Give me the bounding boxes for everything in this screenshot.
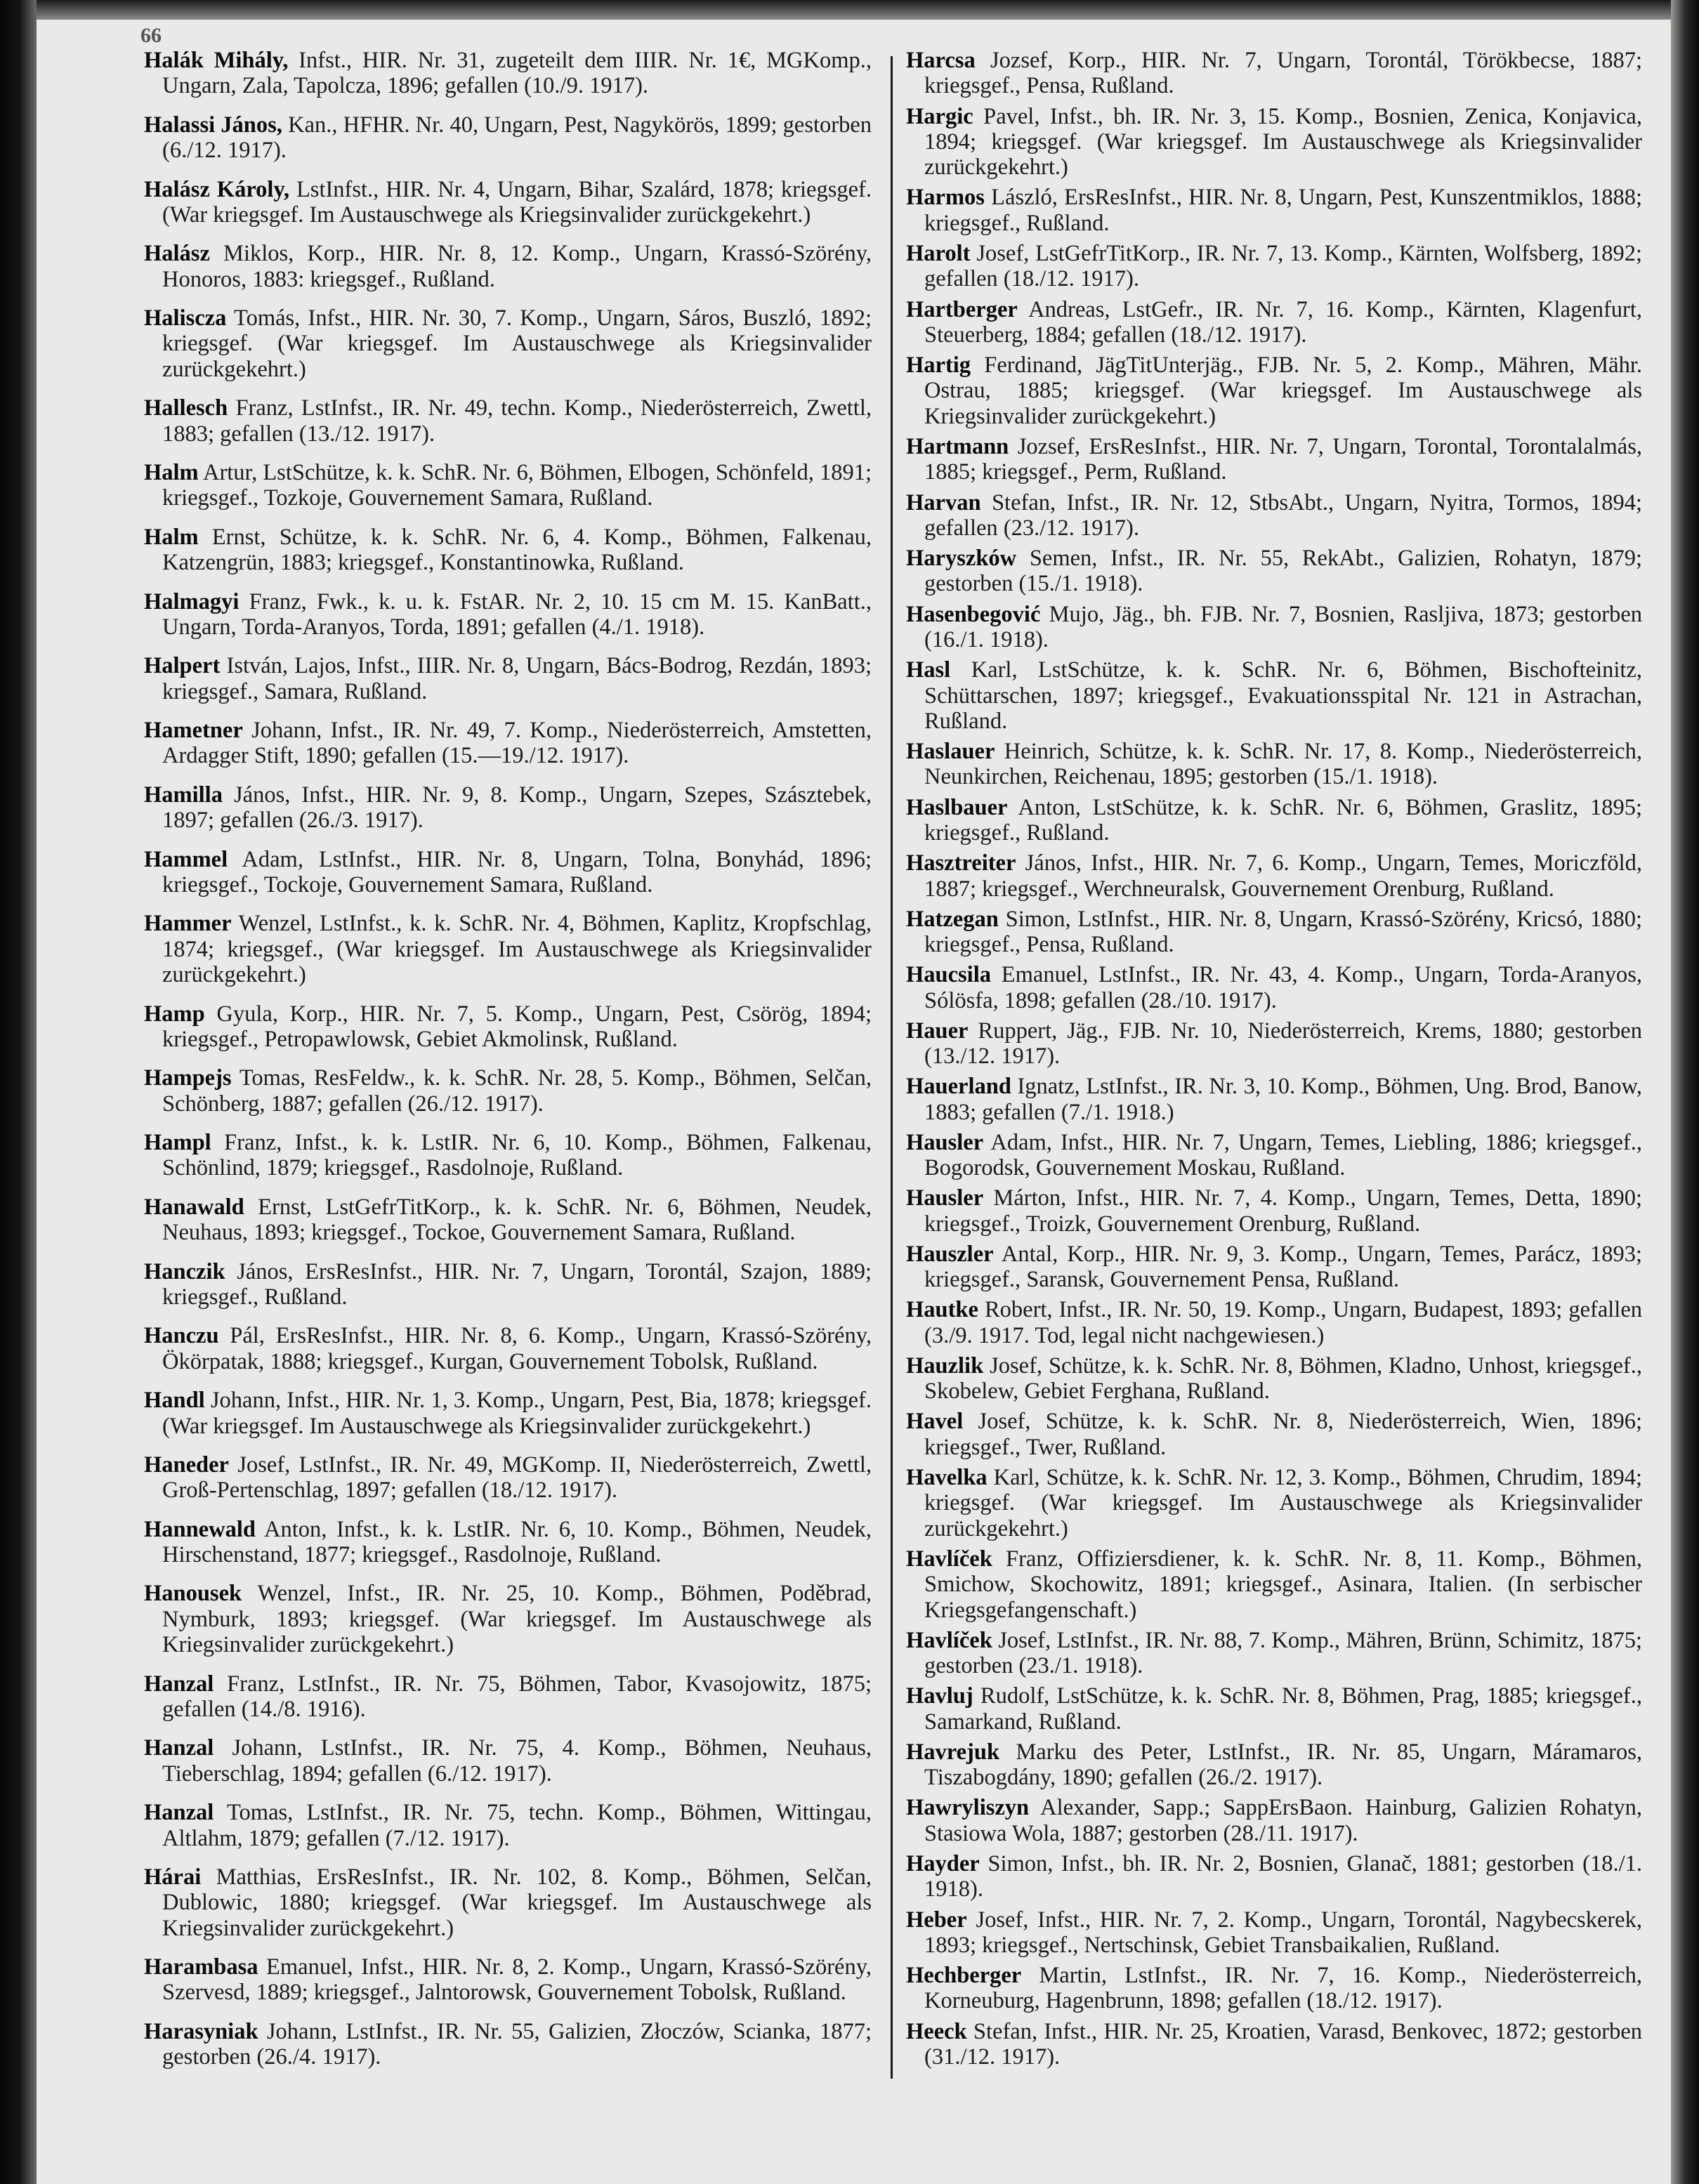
- entry-surname: Hechberger: [906, 1963, 1022, 1989]
- roll-entry: [144, 653, 872, 704]
- entry-surname: Halassi János,: [144, 112, 282, 138]
- entry-surname: Harambasa: [144, 1954, 258, 1980]
- entry-surname: Halmagyi: [144, 588, 240, 614]
- entry-surname: Hamp: [144, 1001, 205, 1027]
- entry-surname: Hammer: [144, 911, 232, 937]
- roll-entry: [144, 1388, 872, 1439]
- roll-entry: [906, 657, 1642, 734]
- roll-entry: [906, 490, 1642, 541]
- roll-entry: [906, 1739, 1642, 1791]
- entry-surname: Harcsa: [906, 48, 976, 73]
- entry-details: Tomas, LstInfst., IR. Nr. 75, techn. Komp., Böhmen, Wittingau, Altlahm, 1879; gefallen (7./12. 1917).: [162, 1800, 872, 1851]
- roll-entry: [144, 718, 872, 769]
- roll-entry: [144, 1800, 872, 1851]
- entry-surname: Havlíček: [906, 1546, 992, 1572]
- entry-surname: Hasl: [906, 657, 951, 683]
- entry-surname: Hayder: [906, 1850, 980, 1876]
- roll-entry: [144, 782, 872, 834]
- entry-surname: Hampl: [144, 1130, 211, 1156]
- entry-details: István, Lajos, Infst., IIIR. Nr. 8, Ungarn, Bács-Bodrog, Rezdán, 1893; kriegsgef., Samara, Rußland.: [162, 653, 872, 704]
- entry-surname: Hallesch: [144, 395, 228, 421]
- entry-surname: Hanawald: [144, 1194, 244, 1220]
- roll-entry: [906, 1297, 1642, 1348]
- roll-entry: [144, 1954, 872, 2006]
- entry-surname: Haryszków: [906, 546, 1017, 572]
- entry-details: Ernst, Schütze, k. k. SchR. Nr. 6, 4. Komp., Böhmen, Falkenau, Katzengrün, 1883; kriegsgef., Konstantinowka, Rußland.: [162, 524, 872, 576]
- entry-details: Márton, Infst., HIR. Nr. 7, 4. Komp., Ungarn, Temes, Detta, 1890; kriegsgef., Troizk, Gouvernement Orenburg, Rußland.: [924, 1185, 1642, 1237]
- roll-entry: [906, 850, 1642, 902]
- entry-surname: Halm: [144, 460, 199, 485]
- entry-surname: Hanczu: [144, 1323, 219, 1349]
- roll-entry: [906, 602, 1642, 653]
- entry-surname: Hausler: [906, 1129, 984, 1155]
- entry-details: Adam, LstInfst., HIR. Nr. 8, Ungarn, Tolna, Bonyhád, 1896; kriegsgef., Tockoje, Gouvernement Samara, Rußland.: [162, 846, 872, 897]
- entry-details: Kan., HFHR. Nr. 40, Ungarn, Pest, Nagykörös, 1899; gestorben (6./12. 1917).: [162, 112, 872, 164]
- entry-details: Miklos, Korp., HIR. Nr. 8, 12. Komp., Ungarn, Krassó-Szörény, Honoros, 1883: kriegsgef., Rußland.: [162, 241, 872, 292]
- entry-surname: Hamilla: [144, 782, 223, 808]
- entry-details: Karl, LstSchütze, k. k. SchR. Nr. 6, Böhmen, Bischofteinitz, Schüttarschen, 1897; kriegsgef., Evakuationsspital Nr. 121 in Astrachan, Rußland.: [924, 657, 1642, 734]
- entry-surname: Halm: [144, 524, 199, 550]
- entry-surname: Hauszler: [906, 1241, 994, 1267]
- roll-entry: [906, 1546, 1642, 1623]
- entry-details: Andreas, LstGefr., IR. Nr. 7, 16. Komp., Kärnten, Klagenfurt, Steuerberg, 1884; gefallen (18./12. 1917).: [924, 296, 1642, 348]
- entry-details: Josef, Infst., HIR. Nr. 7, 2. Komp., Ungarn, Torontál, Nagybecskerek, 1893; kriegsgef., Nertschinsk, Gebiet Transbaikalien, Rußland.: [924, 1907, 1642, 1958]
- entry-surname: Haneder: [144, 1452, 229, 1478]
- roll-entry: [144, 1517, 872, 1568]
- entry-details: Anton, LstSchütze, k. k. SchR. Nr. 6, Böhmen, Graslitz, 1895; kriegsgef., Rußland.: [924, 794, 1642, 846]
- entry-details: Karl, Schütze, k. k. SchR. Nr. 12, 3. Komp., Böhmen, Chrudim, 1894; kriegsgef. (War kriegsgef. Im Austauschwege als Kriegsinvalider zurückgekehrt.): [924, 1464, 1642, 1541]
- entry-surname: Hatzegan: [906, 906, 999, 932]
- roll-entry: [144, 847, 872, 898]
- page-number: 66: [140, 24, 162, 47]
- entry-surname: Heber: [906, 1907, 967, 1933]
- roll-entry: [906, 1851, 1642, 1902]
- entry-details: Robert, Infst., IR. Nr. 50, 19. Komp., Ungarn, Budapest, 1893; gefallen (3./9. 1917. Tod, legal nicht nachgewiesen.): [924, 1297, 1642, 1348]
- entry-surname: Harvan: [906, 489, 981, 515]
- entry-surname: Hautke: [906, 1297, 978, 1323]
- roll-entry: [144, 1195, 872, 1246]
- roll-entry: [906, 795, 1642, 846]
- entry-surname: Hartmann: [906, 434, 1009, 459]
- entry-details: Emanuel, LstInfst., IR. Nr. 43, 4. Komp., Ungarn, Torda-Aranyos, Sólösfa, 1898; gefallen (28./10. 1917).: [924, 962, 1642, 1013]
- roll-entry: [906, 1795, 1642, 1846]
- entry-details: Josef, LstInfst., IR. Nr. 88, 7. Komp., Mähren, Brünn, Schimitz, 1875; gestorben (23./1. 1918).: [924, 1627, 1642, 1679]
- entry-details: Alexander, Sapp.; SappErsBaon. Hainburg, Galizien Rohatyn, Stasiowa Wola, 1887; gestorben (28./11. 1917).: [924, 1795, 1642, 1846]
- entry-surname: Hargic: [906, 103, 973, 129]
- entry-surname: Hauerland: [906, 1074, 1011, 1100]
- entry-surname: Havelka: [906, 1464, 988, 1490]
- roll-entry: [906, 1074, 1642, 1125]
- entry-surname: Hanzal: [144, 1735, 214, 1761]
- entry-details: Wenzel, Infst., IR. Nr. 25, 10. Komp., Böhmen, Poděbrad, Nymburk, 1893; kriegsgef. (War kriegsgef. Im Austauschwege als Kriegsinvalider zurückgekehrt.): [162, 1581, 872, 1658]
- entry-details: János, Infst., HIR. Nr. 9, 8. Komp., Ungarn, Szepes, Szásztebek, 1897; gefallen (26./3. 1917).: [162, 782, 872, 834]
- roll-entry: [906, 546, 1642, 597]
- roll-entry: [906, 1628, 1642, 1679]
- roll-entry: [906, 297, 1642, 348]
- entry-details: Tomas, ResFeldw., k. k. SchR. Nr. 28, 5. Komp., Böhmen, Selčan, Schönberg, 1887; gefallen (26./12. 1917).: [162, 1065, 872, 1117]
- entry-details: Gyula, Korp., HIR. Nr. 7, 5. Komp., Ungarn, Pest, Csörög, 1894; kriegsgef., Petropawlowsk, Gebiet Akmolinsk, Rußland.: [162, 1001, 872, 1052]
- entry-details: Rudolf, LstSchütze, k. k. SchR. Nr. 8, Böhmen, Prag, 1885; kriegsgef., Samarkand, Rußland.: [924, 1683, 1642, 1735]
- column-divider: [891, 56, 893, 2079]
- roll-entry: [906, 1185, 1642, 1237]
- entry-surname: Halász Károly,: [144, 176, 290, 202]
- roll-entry: [144, 1581, 872, 1657]
- entry-surname: Hausler: [906, 1185, 984, 1211]
- roll-entry: [144, 1065, 872, 1117]
- entry-surname: Hametner: [144, 718, 243, 744]
- entry-details: Ferdinand, JägTitUnterjäg., FJB. Nr. 5, 2. Komp., Mähren, Mähr. Ostrau, 1885; kriegsgef. (War kriegsgef. Im Austauschwege als Kriegsinvalider zurückgekehrt.): [924, 353, 1642, 429]
- roll-entry: [144, 1323, 872, 1374]
- roll-entry: [144, 460, 872, 511]
- entry-details: Emanuel, Infst., HIR. Nr. 8, 2. Komp., Ungarn, Krassó-Szörény, Szervesd, 1889; kriegsgef., Jalntorowsk, Gouvernement Tobolsk, Rußland.: [162, 1954, 872, 2006]
- roll-entry: [144, 1001, 872, 1053]
- entry-surname: Haliscza: [144, 305, 227, 331]
- roll-entry: [906, 739, 1642, 790]
- roll-entry: [906, 104, 1642, 180]
- roll-entry: [906, 1683, 1642, 1735]
- entry-surname: Hammel: [144, 846, 228, 872]
- entry-surname: Hauer: [906, 1018, 969, 1044]
- entry-details: Simon, LstInfst., HIR. Nr. 8, Ungarn, Krassó-Szörény, Kricsó, 1880; kriegsgef., Pensa, Rußland.: [924, 906, 1642, 958]
- roll-entry: [144, 305, 872, 382]
- entry-surname: Havluj: [906, 1683, 973, 1709]
- entry-surname: Hampejs: [144, 1065, 232, 1091]
- scan-left-edge: [0, 0, 37, 2184]
- roll-entry: [906, 1465, 1642, 1541]
- entry-details: LstInfst., HIR. Nr. 4, Ungarn, Bihar, Szalárd, 1878; kriegsgef. (War kriegsgef. Im Austauschwege als Kriegsinvalider zurückgekehrt.): [162, 176, 872, 228]
- entry-surname: Havlíček: [906, 1627, 992, 1653]
- roll-entry: [906, 241, 1642, 292]
- roll-entry: [906, 2019, 1642, 2070]
- entry-surname: Halász: [144, 241, 210, 267]
- entry-details: Johann, LstInfst., IR. Nr. 75, 4. Komp., Böhmen, Neuhaus, Tieberschlag, 1894; gefallen (6./12. 1917).: [162, 1735, 872, 1787]
- entry-details: Stefan, Infst., HIR. Nr. 25, Kroatien, Varasd, Benkovec, 1872; gestorben (31./12. 1917).: [924, 2018, 1642, 2070]
- entry-surname: Hanousek: [144, 1581, 242, 1607]
- roll-entry: [144, 395, 872, 447]
- entry-surname: Hawryliszyn: [906, 1795, 1030, 1821]
- entry-surname: Hasenbegović: [906, 601, 1041, 627]
- entry-details: Ernst, LstGefrTitKorp., k. k. SchR. Nr. 6, Böhmen, Neudek, Neuhaus, 1893; kriegsgef., Tockoe, Gouvernement Samara, Rußland.: [162, 1194, 872, 1246]
- entry-surname: Harasyniak: [144, 2018, 258, 2044]
- roll-entry: [906, 907, 1642, 958]
- entry-details: Josef, Schütze, k. k. SchR. Nr. 8, Niederösterreich, Wien, 1896; kriegsgef., Twer, Rußland.: [924, 1409, 1642, 1460]
- entry-details: János, Infst., HIR. Nr. 7, 6. Komp., Ungarn, Temes, Moriczföld, 1887; kriegsgef., Werchneuralsk, Gouvernement Orenburg, Rußland.: [924, 850, 1642, 902]
- scan-top-edge: [0, 0, 1699, 20]
- roll-entry: [144, 589, 872, 640]
- left-column: [144, 48, 872, 2070]
- roll-entry: [144, 911, 872, 987]
- entry-details: Franz, Offiziersdiener, k. k. SchR. Nr. 8, 11. Komp., Böhmen, Smichow, Skochowitz, 1891; kriegsgef., Asinara, Italien. (In serbischer Kriegsgefangenschaft.): [924, 1546, 1642, 1623]
- entry-details: Marku des Peter, LstInfst., IR. Nr. 85, Ungarn, Máramaros, Tiszabogdány, 1890; gefallen (26./2. 1917).: [924, 1739, 1642, 1791]
- entry-details: Semen, Infst., IR. Nr. 55, RekAbt., Galizien, Rohatyn, 1879; gestorben (15./1. 1918).: [924, 546, 1642, 597]
- entry-surname: Heeck: [906, 2018, 967, 2044]
- entry-details: Anton, Infst., k. k. LstIR. Nr. 6, 10. Komp., Böhmen, Neudek, Hirschenstand, 1877; kriegsgef., Rasdolnoje, Rußland.: [162, 1516, 872, 1568]
- entry-surname: Hannewald: [144, 1516, 256, 1542]
- entry-surname: Hartig: [906, 353, 971, 379]
- entry-surname: Hanzal: [144, 1671, 214, 1697]
- entry-surname: Harolt: [906, 241, 971, 266]
- entry-details: Mujo, Jäg., bh. FJB. Nr. 7, Bosnien, Rasljiva, 1873; gestorben (16./1. 1918).: [924, 601, 1642, 652]
- scan-right-edge: [1671, 0, 1699, 2184]
- entry-details: Antal, Korp., HIR. Nr. 9, 3. Komp., Ungarn, Temes, Parácz, 1893; kriegsgef., Saransk, Gouvernement Pensa, Rußland.: [924, 1241, 1642, 1293]
- roll-entry: [906, 1242, 1642, 1293]
- entry-surname: Halpert: [144, 653, 221, 679]
- entry-details: Franz, LstInfst., IR. Nr. 75, Böhmen, Tabor, Kvasojowitz, 1875; gefallen (14./8. 1916).: [162, 1671, 872, 1722]
- entry-details: Simon, Infst., bh. IR. Nr. 2, Bosnien, Glanač, 1881; gestorben (18./1. 1918).: [924, 1850, 1642, 1902]
- entry-details: László, ErsResInfst., HIR. Nr. 8, Ungarn, Pest, Kunszentmiklos, 1888; kriegsgef., Rußland.: [924, 185, 1642, 236]
- entry-details: Jozsef, Korp., HIR. Nr. 7, Ungarn, Torontál, Törökbecse, 1887; kriegsgef., Pensa, Rußland.: [924, 48, 1642, 99]
- roll-entry: [906, 1018, 1642, 1070]
- entry-surname: Handl: [144, 1388, 205, 1414]
- entry-details: Franz, LstInfst., IR. Nr. 49, techn. Komp., Niederösterreich, Zwettl, 1883; gefallen (13./12. 1917).: [162, 395, 872, 447]
- roll-entry: [144, 1864, 872, 1941]
- roll-entry: [144, 1671, 872, 1723]
- entry-details: Matthias, ErsResInfst., IR. Nr. 102, 8. Komp., Böhmen, Selčan, Dublowic, 1880; kriegsgef. (War kriegsgef. Im Austauschwege als Kriegsinvalider zurückgekehrt.): [162, 1864, 872, 1941]
- entry-details: Josef, LstInfst., IR. Nr. 49, MGKomp. II, Niederösterreich, Zwettl, Groß-Pertenschlag, 1897; gefallen (18./12. 1917).: [162, 1452, 872, 1504]
- roll-entry: [144, 1130, 872, 1181]
- entry-details: Pavel, Infst., bh. IR. Nr. 3, 15. Komp., Bosnien, Zenica, Konjavica, 1894; kriegsgef. (War kriegsgef. Im Austauschwege als Kriegsinvalider zurückgekehrt.): [924, 103, 1642, 180]
- entry-surname: Haslauer: [906, 739, 995, 765]
- roll-entry: [144, 241, 872, 292]
- entry-details: Infst., HIR. Nr. 31, zugeteilt dem IIIR. Nr. 1€, MGKomp., Ungarn, Zala, Tapolcza, 1896; gefallen (10./9. 1917).: [162, 48, 872, 99]
- entry-details: Franz, Fwk., k. u. k. FstAR. Nr. 2, 10. 15 cm M. 15. KanBatt., Ungarn, Torda-Aranyos, Torda, 1891; gefallen (4./1. 1918).: [162, 588, 872, 640]
- roll-entry: [144, 525, 872, 576]
- entry-details: Josef, Schütze, k. k. SchR. Nr. 8, Böhmen, Kladno, Unhost, kriegsgef., Skobelew, Gebiet Ferghana, Rußland.: [924, 1353, 1642, 1405]
- entry-surname: Havel: [906, 1409, 964, 1435]
- entry-details: Pál, ErsResInfst., HIR. Nr. 8, 6. Komp., Ungarn, Krassó-Szörény, Ökörpatak, 1888; kriegsgef., Kurgan, Gouvernement Tobolsk, Rußland.: [162, 1323, 872, 1374]
- roll-entry: [144, 177, 872, 228]
- entry-surname: Hartberger: [906, 296, 1018, 322]
- entry-details: Martin, LstInfst., IR. Nr. 7, 16. Komp., Niederösterreich, Korneuburg, Hagenbrunn, 1898; gefallen (18./12. 1917).: [924, 1963, 1642, 2014]
- entry-surname: Hauzlik: [906, 1353, 984, 1379]
- entry-details: Jozsef, ErsResInfst., HIR. Nr. 7, Ungarn, Torontal, Torontalalmás, 1885; kriegsgef., Perm, Rußland.: [924, 434, 1642, 485]
- roll-entry: [906, 1963, 1642, 2014]
- entry-details: Ignatz, LstInfst., IR. Nr. 3, 10. Komp., Böhmen, Ung. Brod, Banow, 1883; gefallen (7./1. 1918.): [924, 1074, 1642, 1125]
- roll-entry: [906, 962, 1642, 1013]
- roll-entry: [906, 1130, 1642, 1181]
- entry-details: Adam, Infst., HIR. Nr. 7, Ungarn, Temes, Liebling, 1886; kriegsgef., Bogorodsk, Gouvernement Moskau, Rußland.: [924, 1129, 1642, 1181]
- roll-entry: [906, 48, 1642, 99]
- roll-entry: [144, 1452, 872, 1504]
- entry-details: Tomás, Infst., HIR. Nr. 30, 7. Komp., Ungarn, Sáros, Buszló, 1892; kriegsgef. (War kriegsgef. Im Austauschwege als Kriegsinvalider zurückgekehrt.): [162, 305, 872, 382]
- roll-entry: [144, 112, 872, 164]
- entry-details: Johann, LstInfst., IR. Nr. 55, Galizien, Złoczów, Scianka, 1877; gestorben (26./4. 1917).: [162, 2018, 872, 2070]
- entry-surname: Haslbauer: [906, 794, 1008, 820]
- entry-details: Heinrich, Schütze, k. k. SchR. Nr. 17, 8. Komp., Niederösterreich, Neunkirchen, Reichenau, 1895; gestorben (15./1. 1918).: [924, 739, 1642, 790]
- roll-entry: [906, 185, 1642, 236]
- entry-surname: Hanczik: [144, 1258, 225, 1284]
- roll-entry: [144, 2019, 872, 2070]
- entry-surname: Hanzal: [144, 1800, 214, 1826]
- roll-entry: [906, 1409, 1642, 1460]
- entry-details: Ruppert, Jäg., FJB. Nr. 10, Niederösterreich, Krems, 1880; gestorben (13./12. 1917).: [924, 1018, 1642, 1070]
- entry-surname: Havrejuk: [906, 1739, 1000, 1765]
- entry-surname: Harmos: [906, 185, 985, 211]
- entry-details: Franz, Infst., k. k. LstIR. Nr. 6, 10. Komp., Böhmen, Falkenau, Schönlind, 1879; kriegsgef., Rasdolnoje, Rußland.: [162, 1130, 872, 1181]
- entry-surname: Hárai: [144, 1864, 202, 1890]
- roll-entry: [906, 1353, 1642, 1405]
- entry-surname: Hasztreiter: [906, 850, 1016, 876]
- roll-entry: [906, 1907, 1642, 1959]
- roll-entry: [144, 48, 872, 99]
- entry-surname: Halák Mihály,: [144, 48, 289, 73]
- entry-details: Wenzel, LstInfst., k. k. SchR. Nr. 4, Böhmen, Kaplitz, Kropfschlag, 1874; kriegsgef., (War kriegsgef. Im Austauschwege als Kriegsinvalider zurückgekehrt.): [162, 911, 872, 988]
- roll-entry: [906, 434, 1642, 485]
- entry-details: Johann, Infst., HIR. Nr. 1, 3. Komp., Ungarn, Pest, Bia, 1878; kriegsgef. (War kriegsgef. Im Austauschwege als Kriegsinvalider zurückgekehrt.): [162, 1388, 872, 1439]
- entry-details: Stefan, Infst., IR. Nr. 12, StbsAbt., Ungarn, Nyitra, Tormos, 1894; gefallen (23./12. 1917).: [924, 489, 1642, 541]
- entry-surname: Haucsila: [906, 962, 991, 988]
- entry-details: Johann, Infst., IR. Nr. 49, 7. Komp., Niederösterreich, Amstetten, Ardagger Stift, 1890; gefallen (15.—19./12. 1917).: [162, 718, 872, 769]
- entry-details: János, ErsResInfst., HIR. Nr. 7, Ungarn, Torontál, Szajon, 1889; kriegsgef., Rußland.: [162, 1258, 872, 1310]
- roll-entry: [144, 1259, 872, 1310]
- entry-details: Josef, LstGefrTitKorp., IR. Nr. 7, 13. Komp., Kärnten, Wolfsberg, 1892; gefallen (18./12. 1917).: [924, 241, 1642, 292]
- roll-entry: [144, 1735, 872, 1787]
- right-column: [906, 48, 1642, 2070]
- entry-details: Artur, LstSchütze, k. k. SchR. Nr. 6, Böhmen, Elbogen, Schönfeld, 1891; kriegsgef., Tozkoje, Gouvernement Samara, Rußland.: [162, 460, 872, 511]
- roll-entry: [906, 353, 1642, 429]
